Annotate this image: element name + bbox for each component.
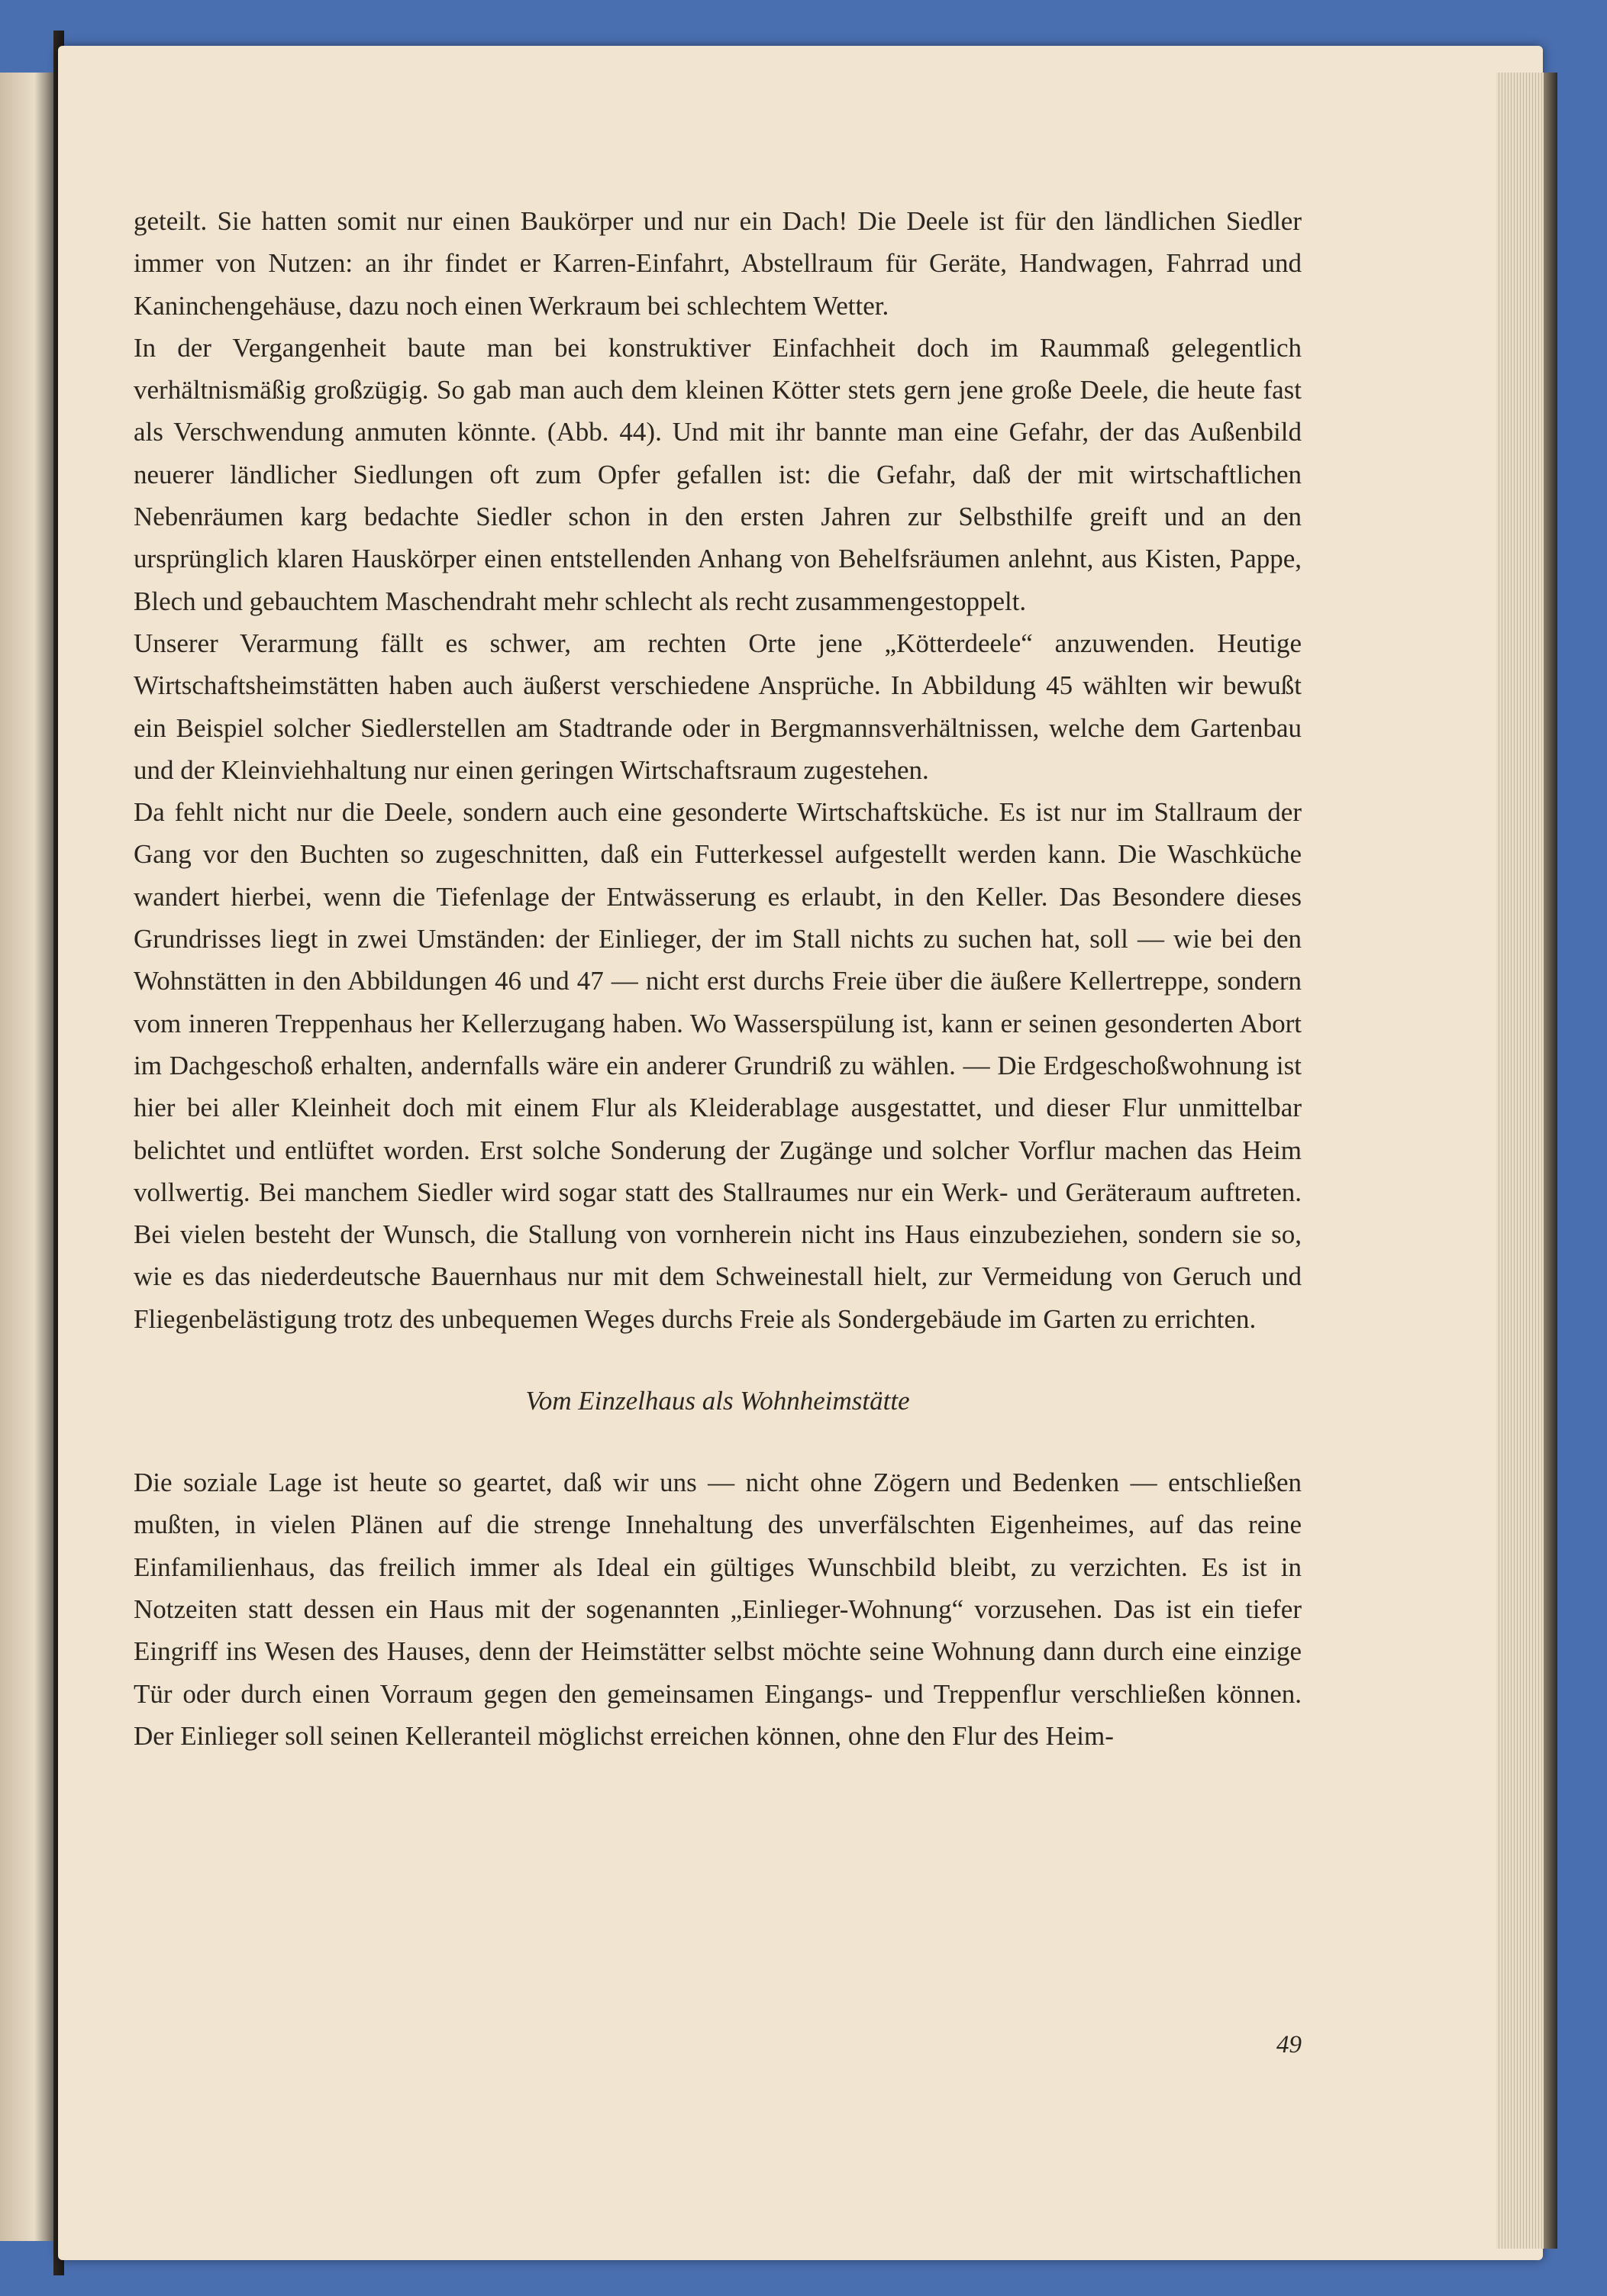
- paragraph: Unserer Verarmung fällt es schwer, am rechten Orte jene „Kötterdeele“ anzuwenden. Heutige Wirtschaftsheimstätten haben auch äußerst verschiedene Ansprüche. In Abbildung 45 wählten wir bewußt ein Beispiel solcher Siedlerstellen am Stadtrande oder in Bergmannsverhältnissen, welche dem Gartenbau und der Kleinviehhaltung nur einen geringen Wirtschaftsraum zugestehen.: [134, 628, 1302, 785]
- paragraph: In der Vergangenheit baute man bei konstruktiver Einfachheit doch im Raummaß gelegentlich verhältnismäßig großzügig. So gab man auch dem kleinen Kötter stets gern jene große Deele, die heute fast als Verschwendung anmuten könnte. (Abb. 44). Und mit ihr bannte man eine Gefahr, der das Außenbild neuerer ländlicher Siedlungen oft zum Opfer gefallen ist: die Gefahr, daß der mit wirtschaftlichen Nebenräumen karg bedachte Siedler schon in den ersten Jahren zur Selbsthilfe greift und an den ursprünglich klaren Hauskörper einen entstellenden Anhang von Behelfsräumen anlehnt, aus Kisten, Pappe, Blech und gebauchtem Maschendraht mehr schlecht als recht zusammengestoppelt.: [134, 332, 1302, 616]
- paragraph: geteilt. Sie hatten somit nur einen Baukörper und nur ein Dach! Die Deele ist für den ländlichen Siedler immer von Nutzen: an ihr findet er Karren-Einfahrt, Abstellraum für Geräte, Handwagen, Fahrrad und Kaninchengehäuse, dazu noch einen Werkraum bei schlechtem Wetter.: [134, 206, 1302, 321]
- page-stack-edge: [1496, 73, 1544, 2249]
- page-number: 49: [1276, 2031, 1302, 2059]
- section-heading: Vom Einzelhaus als Wohnheimstätte: [525, 1386, 910, 1416]
- paragraph: Da fehlt nicht nur die Deele, sondern auch eine gesonderte Wirtschaftsküche. Es ist nur im Stallraum der Gang vor den Buchten so zugeschnitten, daß ein Futterkessel aufgestellt werden kann. Die Waschküche wandert hierbei, wenn die Tiefenlage der Entwässerung es erlaubt, in den Keller. Das Besondere dieses Grundrisses liegt in zwei Umständen: der Einlieger, der im Stall nichts zu suchen hat, soll — wie bei den Wohnstätten in den Abbildungen 46 und 47 — nicht erst durchs Freie über die äußere Kellertreppe, sondern vom inneren Treppenhaus her Kellerzugang haben. Wo Wasserspülung ist, kann er seinen gesonderten Abort im Dachgeschoß erhalten, andernfalls wäre ein anderer Grundriß zu wählen. — Die Erdgeschoßwohnung ist hier bei aller Kleinheit doch mit einem Flur als Kleiderablage ausgestattet, und dieser Flur unmittelbar belichtet und entlüftet worden. Erst solche Sonderung der Zugänge und solcher Vorflur machen das Heim vollwertig. Bei manchem Siedler wird sogar statt des Stallraumes nur ein Werk- und Geräteraum auftreten. Bei vielen besteht der Wunsch, die Stallung von vornherein nicht ins Haus einzubeziehen, sondern sie so, wie es das niederdeutsche Bauernhaus nur mit dem Schweinestall hielt, zur Vermeidung von Geruch und Fliegenbelästigung trotz des unbequemen Weges durchs Freie als Sondergebäude im Garten zu errichten.: [134, 797, 1302, 1334]
- body-text: [134, 200, 1302, 1757]
- paragraph: Die soziale Lage ist heute so geartet, daß wir uns — nicht ohne Zögern und Bedenken — entschließen mußten, in vielen Plänen auf die strenge Innehaltung des unverfälschten Eigenheimes, auf das reine Einfamilienhaus, das freilich immer als Ideal ein gültiges Wunschbild bleibt, zu verzichten. Es ist in Notzeiten statt dessen ein Haus mit der sogenannten „Einlieger-Wohnung“ vorzusehen. Das ist ein tiefer Eingriff ins Wesen des Hauses, denn der Heimstätter selbst möchte seine Wohnung dann durch eine einzige Tür oder durch einen Vorraum gegen den gemeinsamen Eingangs- und Treppenflur verschließen können. Der Einlieger soll seinen Kelleranteil möglichst erreichen können, ohne den Flur des Heim-: [134, 1468, 1302, 1751]
